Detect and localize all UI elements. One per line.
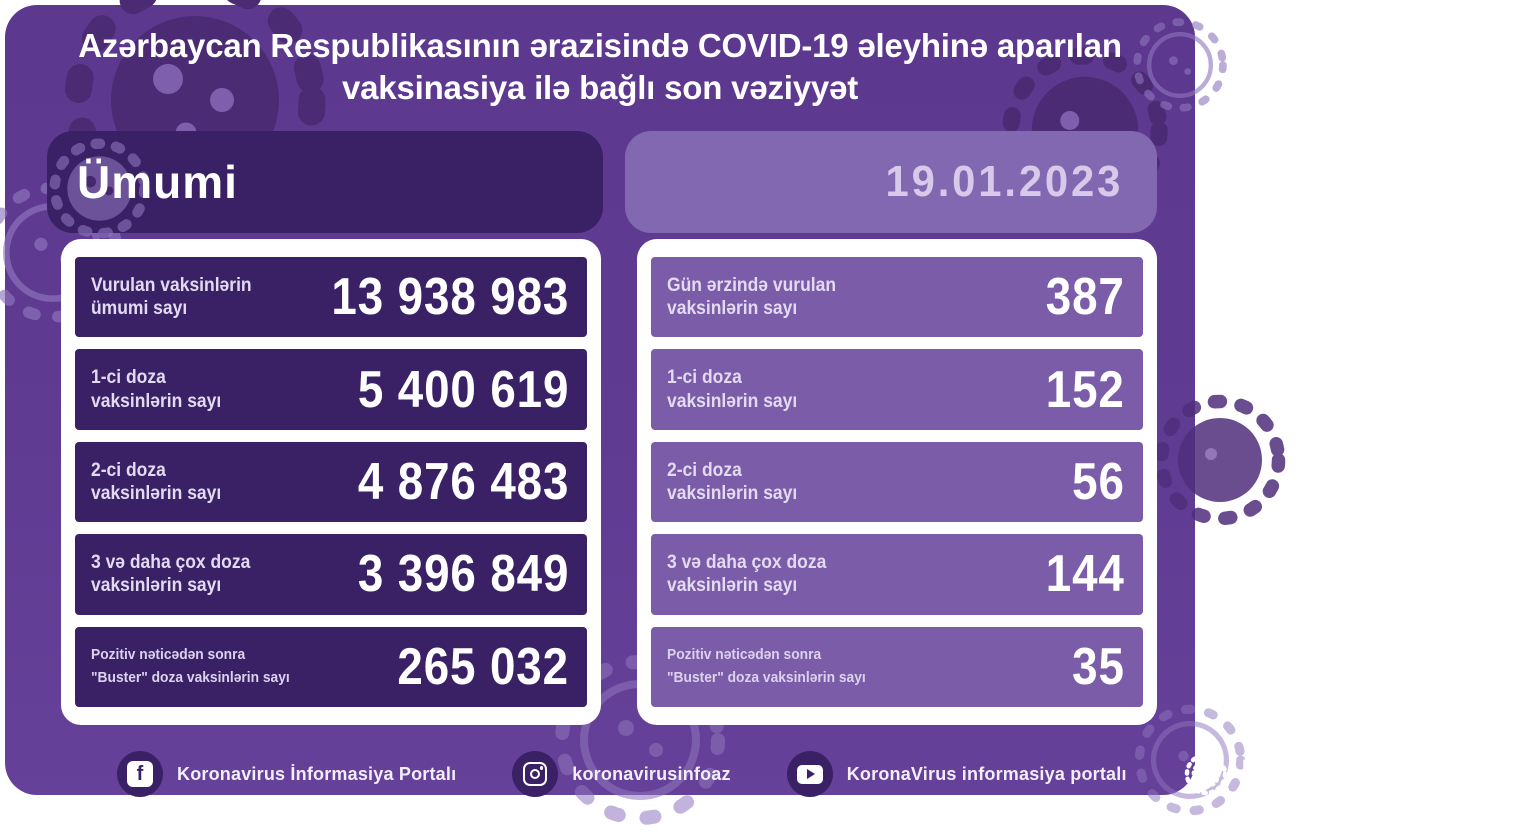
brand-superscript: info (1478, 748, 1515, 771)
stat-label-line: Gün ərzində vurulan (667, 275, 837, 297)
sun-virus-icon (1183, 751, 1229, 797)
stat-label-line: 1-ci doza (667, 367, 742, 389)
stat-label-line: 3 və daha çox doza (667, 552, 827, 574)
infographic-background (5, 5, 1515, 796)
stat-label-line: Pozitiv nəticədən sonra (667, 646, 822, 664)
stat-label-line: vaksinlərin sayı (667, 575, 798, 597)
table-row (75, 349, 587, 429)
table-row (651, 257, 1143, 337)
stat-label-line: 2-ci doza (667, 459, 742, 481)
facebook-label: Koronavirus İnformasiya Portalı (177, 763, 457, 784)
stat-value: 265 032 (397, 637, 569, 696)
instagram-link[interactable] (512, 751, 730, 797)
stat-label (667, 551, 826, 597)
instagram-label: koronavirusinfoaz (572, 763, 731, 784)
stat-label (91, 366, 221, 412)
total-section-header (47, 131, 603, 233)
stat-label-line: vaksinlərin sayı (91, 390, 222, 412)
stat-label-line: vaksinlərin sayı (91, 575, 222, 597)
date-box (625, 131, 1157, 233)
stat-label (91, 644, 290, 689)
stat-label-line: 3 və daha çox doza (91, 552, 251, 574)
youtube-icon (787, 751, 833, 797)
table-row (651, 442, 1143, 522)
total-section-title: Ümumi (77, 156, 238, 208)
report-date: 19.01.2023 (885, 157, 1123, 206)
stat-label-line: vaksinlərin sayı (667, 298, 798, 320)
stat-label (667, 366, 797, 412)
stat-value: 387 (1046, 268, 1125, 327)
table-row (75, 627, 587, 707)
stat-value: 35 (1072, 637, 1125, 696)
stat-label-line: vaksinlərin sayı (667, 483, 798, 505)
stat-label-line: 1-ci doza (91, 367, 166, 389)
stat-label (667, 459, 797, 505)
footer (5, 745, 1515, 803)
table-row (651, 534, 1143, 614)
table-row (75, 442, 587, 522)
page-title (5, 25, 1195, 109)
youtube-link[interactable] (787, 751, 1127, 797)
stat-value: 13 938 983 (331, 268, 569, 327)
stat-label (91, 274, 252, 320)
koronavirus-logo (1183, 748, 1515, 797)
daily-stats-panel (637, 239, 1157, 725)
stat-label (91, 551, 250, 597)
table-row (651, 349, 1143, 429)
stat-label-line: vaksinlərin sayı (91, 483, 222, 505)
virus-icon (1145, 385, 1295, 535)
title-line-1: Azərbaycan Respublikasının ərazisində COVID-19 əleyhinə aparılan (78, 27, 1122, 64)
youtube-label: KoronaVirus informasiya portalı (846, 763, 1127, 784)
stat-label-line: Vurulan vaksinlərin (91, 275, 252, 297)
facebook-icon: f (117, 751, 163, 797)
table-row (75, 534, 587, 614)
table-row (75, 257, 587, 337)
stat-value: 3 396 849 (357, 545, 569, 604)
stat-label-line: "Buster" doza vaksinlərin sayı (91, 668, 290, 686)
stat-label-line: ümumi sayı (91, 298, 188, 320)
stat-label (667, 644, 866, 689)
stat-label (91, 459, 221, 505)
stat-label (667, 274, 836, 320)
stat-value: 152 (1046, 360, 1125, 419)
stat-label-line: Pozitiv nəticədən sonra (91, 646, 246, 664)
stat-value: 144 (1046, 545, 1125, 604)
stat-value: 4 876 483 (357, 453, 569, 512)
instagram-icon (512, 751, 558, 797)
title-line-2: vaksinasiya ilə bağlı son vəziyyət (342, 69, 858, 107)
stat-label-line: vaksinlərin sayı (667, 390, 798, 412)
stat-label-line: 2-ci doza (91, 459, 166, 481)
stat-label-line: "Buster" doza vaksinlərin sayı (667, 668, 866, 686)
stat-value: 5 400 619 (357, 360, 569, 419)
facebook-link[interactable] (117, 751, 456, 797)
stat-value: 56 (1072, 453, 1125, 512)
brand-name: KoronaVirus (1240, 752, 1475, 796)
table-row (651, 627, 1143, 707)
total-stats-panel (61, 239, 601, 725)
